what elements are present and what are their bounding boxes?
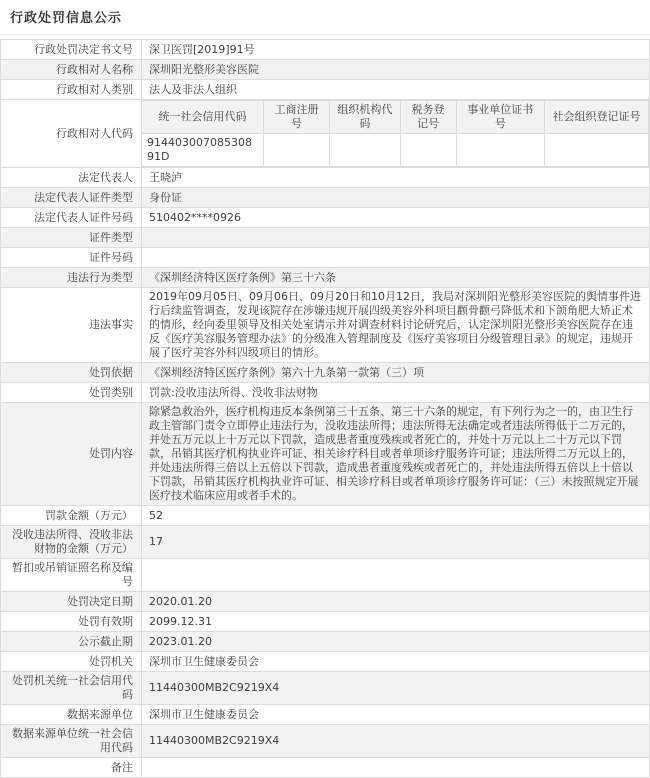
table-row (1, 403, 650, 506)
row-label: 没收违法所得、没收非法财物的金额（万元） (1, 526, 142, 559)
code-column-header: 工商注册号 (264, 101, 330, 134)
code-column-value (400, 134, 456, 167)
row-label: 法定代表人证件类型 (1, 188, 142, 208)
table-row (1, 60, 650, 80)
row-label: 处罚机关统一社会信用代码 (1, 672, 142, 705)
row-value (142, 559, 650, 592)
table-row (1, 168, 650, 188)
code-column-header: 税务登记号 (400, 101, 456, 134)
code-column-header: 事业单位证书号 (456, 101, 545, 134)
row-value (142, 248, 650, 268)
row-label: 处罚依据 (1, 363, 142, 383)
row-label: 处罚类别 (1, 383, 142, 403)
code-column-value: 91440300708530891D (142, 134, 264, 167)
row-label: 数据来源单位 (1, 705, 142, 725)
table-row (1, 100, 650, 168)
row-label: 违法事实 (1, 288, 142, 363)
table-row (1, 228, 650, 248)
table-row (1, 363, 650, 383)
row-value: 深卫医罚[2019]91号 (142, 40, 650, 60)
code-column-value (545, 134, 649, 167)
row-label: 法定代表人 (1, 168, 142, 188)
row-value: 2099.12.31 (142, 612, 650, 632)
row-value: 罚款:没收违法所得、没收非法财物 (142, 383, 650, 403)
table-row (1, 526, 650, 559)
table-row (1, 705, 650, 725)
row-value (142, 228, 650, 248)
table-row (1, 652, 650, 672)
row-label: 备注 (1, 758, 142, 778)
row-value: 2023.01.20 (142, 632, 650, 652)
row-value: 深圳市卫生健康委员会 (142, 705, 650, 725)
row-value (142, 758, 650, 778)
row-label: 数据来源单位统一社会信用代码 (1, 725, 142, 758)
row-label: 证件类型 (1, 228, 142, 248)
row-value: 法人及非法人组织 (142, 80, 650, 100)
code-column-value (264, 134, 330, 167)
row-value: 11440300MB2C9219X4 (142, 725, 650, 758)
row-value: 深圳市卫生健康委员会 (142, 652, 650, 672)
row-label: 法定代表人证件号码 (1, 208, 142, 228)
code-column-header: 社会组织登记证号 (545, 101, 649, 134)
table-row (1, 758, 650, 778)
row-label: 处罚有效期 (1, 612, 142, 632)
row-label: 处罚决定日期 (1, 592, 142, 612)
table-row (1, 288, 650, 363)
row-value: 510402****0926 (142, 208, 650, 228)
table-row (1, 268, 650, 288)
table-row (1, 559, 650, 592)
table-row (1, 188, 650, 208)
row-value: 身份证 (142, 188, 650, 208)
row-label: 行政相对人类别 (1, 80, 142, 100)
row-label: 处罚内容 (1, 403, 142, 506)
table-row (1, 612, 650, 632)
row-label: 罚款金额（万元） (1, 506, 142, 526)
row-value: 2019年09月05日、09月06日、09月20日和10月12日，我局对深圳阳光整形美容医院的舆情事件进行后续监管调查，发现该院存在涉嫌违规开展四级美容外科项目颧骨颧弓降低术和下颌角肥大矫正术的情形，经向委里领导及相关处室请示并对调查材料讨论研究后，认定深圳阳光整形美容医院存在违反《医疗美容服务管理办法》的分级准入管理制度及《医疗美容项目分级管理目录》的规定，违规开展了医疗美容外科四级项目的情形。 (142, 288, 650, 363)
table-row (1, 248, 650, 268)
row-label: 行政相对人名称 (1, 60, 142, 80)
row-value: 17 (142, 526, 650, 559)
row-value: 11440300MB2C9219X4 (142, 672, 650, 705)
row-label: 行政处罚决定书文号 (1, 40, 142, 60)
code-subtable (142, 100, 649, 167)
row-label: 行政相对人代码 (1, 100, 142, 168)
row-value: 王晓泸 (142, 168, 650, 188)
code-header-row (142, 101, 649, 134)
code-column-header: 统一社会信用代码 (142, 101, 264, 134)
row-label: 公示截止期 (1, 632, 142, 652)
code-column-value (329, 134, 400, 167)
table-row (1, 672, 650, 705)
row-label: 证件号码 (1, 248, 142, 268)
table-row (1, 725, 650, 758)
row-value: 《深圳经济特区医疗条例》第三十六条 (142, 268, 650, 288)
code-column-header: 组织机构代码 (329, 101, 400, 134)
row-label: 处罚机关 (1, 652, 142, 672)
row-value: 《深圳经济特区医疗条例》第六十九条第一款第（三）项 (142, 363, 650, 383)
table-row (1, 592, 650, 612)
table-row (1, 632, 650, 652)
table-row (1, 80, 650, 100)
page-title: 行政处罚信息公示 (0, 0, 650, 35)
table-row (1, 383, 650, 403)
row-value: 52 (142, 506, 650, 526)
penalty-table (0, 39, 650, 778)
code-value-row (142, 134, 649, 167)
row-value: 2020.01.20 (142, 592, 650, 612)
table-row (1, 40, 650, 60)
code-subtable-cell (142, 100, 650, 168)
row-label: 暂扣或吊销证照名称及编号 (1, 559, 142, 592)
row-label: 违法行为类型 (1, 268, 142, 288)
table-row (1, 506, 650, 526)
row-value: 除紧急救治外，医疗机构违反本条例第三十五条、第三十六条的规定，有下列行为之一的，由卫生行政主管部门责令立即停止违法行为，没收违法所得；违法所得无法确定或者违法所得低于二万元的，并处五万元以上十万元以下罚款，造成患者重度残疾或者死亡的，并处十万元以上二十万元以下罚款，吊销其医疗机构执业许可证、相关诊疗科目或者单项诊疗服务许可证；违法所得二万元以上的，并处违法所得三倍以上五倍以下罚款，造成患者重度残疾或者死亡的，并处违法所得五倍以上十倍以下罚款，吊销其医疗机构执业许可证、相关诊疗科目或者单项诊疗服务许可证：（三）未按照规定开展医疗技术临床应用或者手术的。 (142, 403, 650, 506)
penalty-table-body (1, 40, 650, 778)
table-row (1, 208, 650, 228)
row-value: 深圳阳光整形美容医院 (142, 60, 650, 80)
code-column-value (456, 134, 545, 167)
